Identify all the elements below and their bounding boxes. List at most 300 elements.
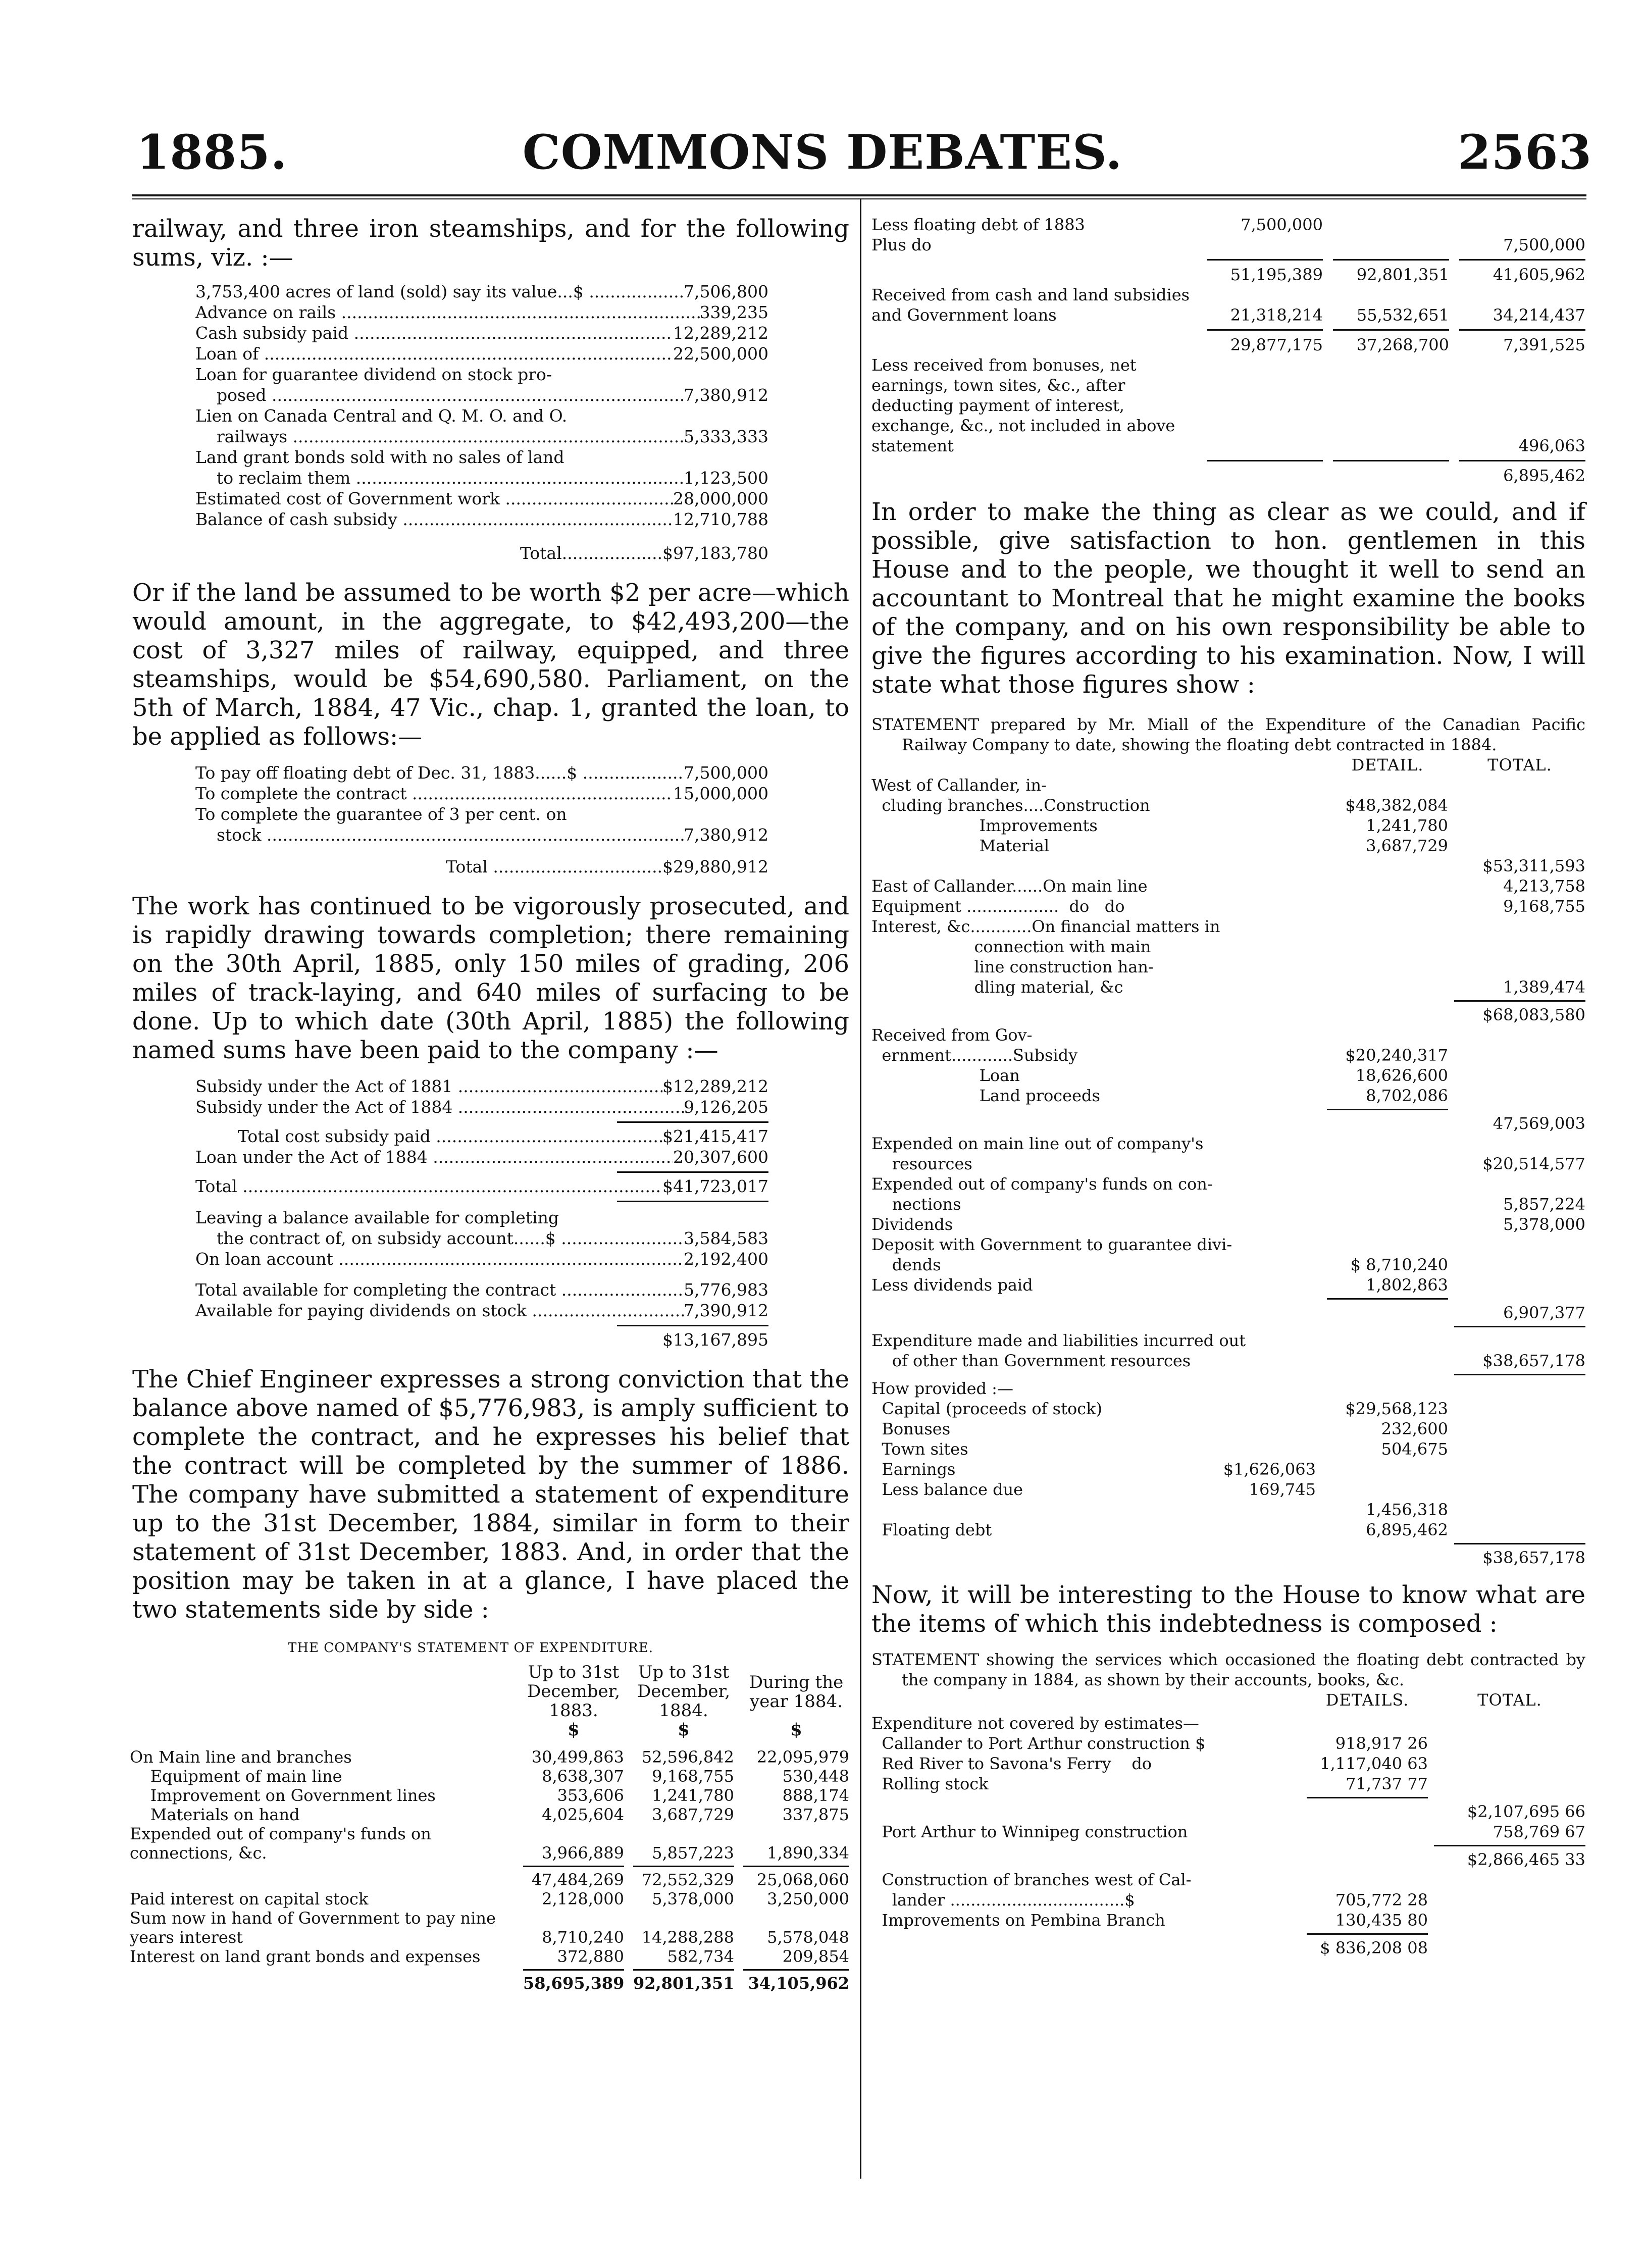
stmt-label: Material [871, 836, 1050, 855]
stmt-total: 4,213,758 [1503, 877, 1585, 896]
sum-item [195, 281, 768, 302]
stmt-total [1454, 1086, 1585, 1106]
table-cell: 47,484,269 [531, 1870, 624, 1889]
right-column [871, 215, 1585, 1958]
rt-cell: 37,268,700 [1356, 335, 1449, 354]
stmt-label: Land proceeds [871, 1086, 1100, 1105]
stmt-total [1454, 957, 1585, 977]
stmt2-label: Callander to Port Arthur construction $ [871, 1734, 1206, 1753]
stmt-total: 47,569,003 [1493, 1114, 1585, 1133]
loan-item [195, 824, 768, 845]
stmt2-label [871, 1938, 1301, 1958]
subsidy-item-amount: $12,289,212 [662, 1076, 768, 1096]
sum-item [195, 426, 768, 447]
loan-item [195, 783, 768, 804]
stmt-total [1454, 1330, 1585, 1351]
sum-item-label: Balance of cash subsidy ..... [195, 509, 673, 530]
rt-label: Less received from bonuses, net earnings, town sites, &c., after deducting payment of interest, exchange, &c., not included in above statement [871, 355, 1175, 455]
stmt-label: dling material, &c [871, 977, 1123, 997]
stmt2-detail: 130,435 80 [1335, 1911, 1428, 1930]
stmt-total: 5,857,224 [1503, 1195, 1585, 1214]
stmt-label: connection with main [871, 937, 1151, 956]
services-statement-title: STATEMENT showing the services which occasioned the floating debt contracted by the company in 1884, as shown by their accounts, books, &c. [871, 1650, 1585, 1689]
stmt2-label [871, 1849, 1301, 1870]
rt-cell: 34,214,437 [1493, 305, 1585, 325]
spacer [871, 325, 1197, 335]
sum-rule [523, 1866, 624, 1867]
stmt-label: Expended on main line out of company's [871, 1134, 1204, 1153]
loan-item-label: stock ..... [195, 824, 684, 845]
paid-total-row: Total ..... $41,723,017 [195, 1176, 768, 1197]
rt-cell: 92,801,351 [1356, 265, 1449, 284]
stmt2-detail: 1,117,040 63 [1320, 1754, 1428, 1773]
sum-item-label: 3,753,400 acres of land (sold) say its value...$ ..... [195, 281, 684, 302]
stmt-detail: $ 8,710,240 [1350, 1255, 1448, 1274]
total2-header: TOTAL. [1477, 1690, 1542, 1710]
subsidy-item [195, 1097, 768, 1117]
provided-label: Floating debt [871, 1520, 992, 1539]
stmt-detail [1327, 856, 1448, 876]
sum-rule [633, 1866, 734, 1867]
provided-label: Bonuses [871, 1419, 951, 1438]
sum-item-label: Loan of ..... [195, 343, 673, 364]
stmt2-label: Improvements on Pembina Branch [871, 1911, 1165, 1930]
subsidy-sum-item-amount: $21,415,417 [662, 1126, 768, 1146]
table-row-label [130, 1870, 514, 1889]
stmt2-label: Port Arthur to Winnipeg construction [871, 1822, 1188, 1841]
stmt-detail [1327, 775, 1448, 795]
stmt-label: Equipment .................. do do [871, 897, 1125, 916]
stmt-total [1454, 916, 1585, 937]
stmt-detail: 18,626,600 [1355, 1066, 1448, 1085]
sums-list [195, 281, 768, 563]
stmt-label [871, 1303, 1321, 1323]
stmt2-total: $2,107,695 66 [1467, 1802, 1585, 1821]
subsidy-sum-item-label: Loan under the Act of 1884 ..... [195, 1147, 673, 1167]
sum-item [195, 343, 768, 364]
table-cell: 1,890,334 [767, 1843, 849, 1863]
rt-cell: 7,391,525 [1503, 335, 1585, 354]
stmt-label: Dividends [871, 1215, 953, 1234]
rt-cell: 21,318,214 [1230, 305, 1323, 325]
stmt-total: $68,083,580 [1482, 1005, 1585, 1024]
sum-item-label: Lien on Canada Central and Q. M. O. and O. [195, 406, 568, 426]
stmt-total [1454, 1234, 1585, 1255]
stmt-label [871, 1113, 1321, 1133]
spacer [871, 1106, 1321, 1113]
table-cell: 2,128,000 [542, 1889, 624, 1909]
loan-item [195, 762, 768, 783]
stmt-total: 9,168,755 [1503, 897, 1585, 916]
paragraph-accountant: In order to make the thing as clear as we could, and if possible, give satisfaction to hon. gentlemen in this House and to the people, we thought it well to send an accountant to Montreal that he might examine the books of the company, and on his own responsibility be able to give the figures according to his examination. Now, I will state what those figures show : [871, 498, 1585, 699]
sum-rule [1333, 329, 1449, 331]
stmt-detail [1327, 957, 1448, 977]
subsidy-sum-item [195, 1126, 768, 1147]
sum-rule [1307, 1933, 1428, 1935]
subsidy-sum-item-label: Total cost subsidy paid ..... [195, 1126, 662, 1147]
rt-label [871, 335, 1197, 355]
table-row-label: Materials on hand [130, 1805, 300, 1824]
sum-rule [1434, 1845, 1585, 1846]
stmt-label: Deposit with Government to guarantee divi- [871, 1235, 1232, 1254]
sum-item [195, 323, 768, 343]
rt-label: Received from cash and land subsidies and Government loans [871, 285, 1190, 325]
stmt2-detail: 71,737 77 [1346, 1774, 1428, 1793]
spacer [130, 1966, 514, 1974]
sum-rule [1327, 1109, 1448, 1110]
spacer [1307, 1842, 1428, 1849]
table-row-label: Equipment of main line [130, 1767, 342, 1786]
subsidy-item-amount: 9,126,205 [684, 1097, 768, 1117]
spacer [871, 1323, 1321, 1330]
table-cell: 582,734 [667, 1947, 734, 1966]
sum-item [195, 468, 768, 488]
stmt-total [1454, 836, 1585, 856]
sum-item-label: railways ..... [195, 426, 684, 447]
table-cell: 22,095,979 [756, 1747, 849, 1767]
sum-item [195, 447, 768, 468]
spacer [1454, 1520, 1585, 1540]
rt-label: Plus do [871, 235, 932, 254]
available-item-label: Available for paying dividends on stock ..... [195, 1300, 684, 1321]
loan-item [195, 804, 768, 824]
detail-header: DETAIL. [1351, 755, 1424, 775]
col-header-year: During the year 1884. [749, 1672, 844, 1712]
table-row-label: Paid interest on capital stock [130, 1889, 369, 1909]
stmt-label: cluding branches....Construction [871, 796, 1150, 815]
table-cell: 372,880 [557, 1947, 624, 1966]
spacer [871, 1794, 1301, 1801]
unit-3: $ [790, 1720, 802, 1740]
stmt-total: $20,514,577 [1482, 1154, 1585, 1173]
stmt-detail [1327, 1214, 1448, 1234]
spacer [1434, 1794, 1585, 1801]
available-item-label: Total available for completing the contract ..... [195, 1279, 684, 1300]
sum-item [195, 509, 768, 530]
services-subhead: Expenditure not covered by estimates— [871, 1714, 1199, 1733]
stmt-label: line construction han- [871, 957, 1154, 976]
sums-total: Total...................$97,183,780 [520, 543, 768, 563]
stmt-detail [1327, 916, 1448, 937]
sum-rule [743, 1866, 849, 1867]
col-header-1884: Up to 31st December, 1884. [637, 1662, 730, 1721]
balance-item-label: the contract of, on subsidy account......$ ..... [195, 1228, 684, 1249]
sum-item-amount: 5,333,333 [684, 427, 768, 446]
page-title: COMMONS DEBATES. [522, 125, 1123, 180]
spacer [871, 456, 1197, 466]
paragraph-items: Now, it will be interesting to the House to know what are the items of which this indebtedness is composed : [871, 1581, 1585, 1638]
table-row-label: Interest on land grant bonds and expenses [130, 1947, 481, 1966]
sum-item-label: Land grant bonds sold with no sales of land [195, 447, 564, 467]
sum-item-amount: 12,289,212 [673, 323, 768, 343]
stmt-label: Expenditure made and liabilities incurred out [871, 1331, 1246, 1350]
stmt2-detail [1307, 1822, 1428, 1842]
spacer [871, 466, 1197, 486]
sum-item-amount: 7,380,912 [684, 385, 768, 405]
col-header-1883: Up to 31st December, 1883. [527, 1662, 620, 1721]
available-item [195, 1279, 768, 1300]
spacer [130, 1863, 514, 1870]
stmt-total [1454, 1174, 1585, 1194]
stmt2-label [871, 1801, 1301, 1822]
loan-application-list [195, 762, 768, 877]
miall-statement [871, 714, 1585, 1568]
floating-debt-table [871, 215, 1585, 486]
stmt2-detail [1307, 1801, 1428, 1822]
balance-item [195, 1249, 768, 1269]
rt-cell: 41,605,962 [1493, 265, 1585, 284]
sum-rule [1454, 1543, 1585, 1544]
spacer [871, 1371, 1321, 1378]
paragraph-chief-engineer: The Chief Engineer expresses a strong conviction that the balance above named of $5,776,983, is amply sufficient to complete the contract, and he expresses his belief that the contract will be completed by the summer of 1886. The company have submitted a statement of expenditure up to the 31st December, 1884, similar in form to their statement of 31st December, 1883. And, in order that the position may be taken in at a glance, I have placed the two statements side by side : [132, 1365, 849, 1624]
sum-rule [743, 1969, 849, 1971]
rt-final: 6,895,462 [1503, 466, 1585, 485]
sum-rule [1207, 259, 1323, 261]
spacer [871, 1540, 1321, 1548]
rt-cell: 7,500,000 [1503, 235, 1585, 254]
table-cell: 14,288,288 [641, 1928, 734, 1947]
stmt-detail [1327, 1303, 1448, 1323]
stmt2-total [1434, 1774, 1585, 1794]
provided-label: Capital (proceeds of stock) [871, 1399, 1102, 1418]
table-cell: 30,499,863 [531, 1747, 624, 1767]
stmt-detail [1327, 1133, 1448, 1154]
provided-label: Less balance due 169,745 [871, 1480, 1316, 1499]
rt-cell: 51,195,389 [1230, 265, 1323, 284]
subsidy-sum-item-amount: 20,307,600 [673, 1147, 768, 1167]
loan-item-amount: 7,380,912 [684, 825, 768, 845]
table-cell: 5,857,223 [652, 1843, 734, 1863]
balance-item-label: Leaving a balance available for completing [195, 1208, 559, 1227]
stmt-label [871, 1548, 1321, 1568]
provided-sub: 169,745 [1249, 1480, 1316, 1499]
sum-rule [1459, 329, 1585, 331]
table-cell: 92,801,351 [633, 1974, 735, 1993]
table-cell: 25,068,060 [756, 1870, 849, 1889]
services-statement [871, 1650, 1585, 1958]
sum-item [195, 364, 768, 385]
stmt-total [1454, 937, 1585, 957]
sum-rule [523, 1969, 624, 1971]
spacer [871, 1295, 1321, 1303]
stmt-detail: $20,240,317 [1345, 1046, 1448, 1065]
subsidy-sum-item [195, 1147, 768, 1167]
available-total: $13,167,895 [662, 1330, 768, 1350]
stmt2-total [1434, 1890, 1585, 1910]
sum-rule [1459, 460, 1585, 461]
stmt-label: of other than Government resources [871, 1351, 1191, 1370]
stmt2-total: 758,769 67 [1493, 1822, 1585, 1841]
sum-item-amount: 7,506,800 [684, 282, 768, 301]
stmt-detail: 1,241,780 [1366, 816, 1448, 835]
spacer [1333, 466, 1449, 486]
stmt-detail: 8,702,086 [1366, 1086, 1448, 1105]
sum-item-label: Loan for guarantee dividend on stock pro- [195, 365, 552, 384]
page-number: 2563 [1458, 125, 1592, 180]
spacer [871, 997, 1321, 1005]
sum-rule [1207, 329, 1323, 331]
sum-rule [1454, 1326, 1585, 1327]
table-cell: 58,695,389 [523, 1974, 625, 1993]
stmt-detail: 3,687,729 [1366, 836, 1448, 855]
sum-item [195, 488, 768, 509]
spacer [1327, 1378, 1448, 1399]
spacer [871, 1930, 1301, 1938]
stmt-total: 6,907,377 [1503, 1303, 1585, 1322]
header-rule-thin [132, 198, 1586, 199]
stmt2-label: Construction of branches west of Cal- [871, 1870, 1192, 1889]
stmt-label: Loan [871, 1066, 1020, 1085]
header-rule [132, 194, 1586, 196]
stmt-total: 1,389,474 [1503, 977, 1585, 997]
miall-statement-title: STATEMENT prepared by Mr. Miall of the Expenditure of the Canadian Pacific Railway Company to date, showing the floating debt contracted in 1884. [871, 715, 1585, 754]
balance-item [195, 1228, 768, 1249]
sum-rule [1207, 460, 1323, 461]
paragraph-land-value: Or if the land be assumed to be worth $2 per acre—which would amount, in the aggregate, to $42,493,200—the cost of 3,327 miles of railway, equipped, and three steamships, would be $54,690,580. Parliament, on the 5th of March, 1884, 47 Vic., chap. 1, granted the loan, to be applied as follows:— [132, 579, 849, 751]
stmt-total: $38,657,178 [1482, 1351, 1585, 1370]
stmt-label: resources [871, 1154, 972, 1173]
spacer [1454, 1439, 1585, 1459]
table-cell: 52,596,842 [641, 1747, 734, 1767]
stmt-detail [1327, 1194, 1448, 1214]
page-year: 1885. [136, 125, 288, 180]
available-item-amount: 5,776,983 [684, 1280, 768, 1300]
spacer [871, 1842, 1301, 1849]
stmt-label: Less dividends paid [871, 1275, 1033, 1295]
stmt-detail [1327, 1154, 1448, 1174]
table-cell: 209,854 [782, 1947, 849, 1966]
stmt-detail: 1,802,863 [1366, 1275, 1448, 1295]
stmt-label [871, 1005, 1321, 1025]
sum-item-label: Advance on rails ..... [195, 302, 700, 323]
table-cell: 3,250,000 [767, 1889, 849, 1909]
provided-detail: 504,675 [1381, 1439, 1448, 1459]
stmt-detail [1327, 1174, 1448, 1194]
sum-item-amount: 339,235 [699, 302, 768, 322]
sum-item [195, 405, 768, 426]
stmt-detail [1327, 1234, 1448, 1255]
balance-item-amount: 3,584,583 [684, 1228, 768, 1248]
stmt-total [1454, 1255, 1585, 1275]
stmt-detail [1327, 1330, 1448, 1351]
table-cell: 5,378,000 [652, 1889, 734, 1909]
provided-detail: 6,895,462 [1366, 1520, 1448, 1539]
provided-detail [1327, 1459, 1448, 1479]
stmt-label: Received from Gov- [871, 1025, 1033, 1045]
stmt-total [1454, 1275, 1585, 1295]
stmt-label: East of Callander......On main line [871, 877, 1148, 896]
rt-cell: 7,500,000 [1241, 215, 1323, 234]
spacer [1454, 1378, 1585, 1399]
stmt-label [871, 856, 1321, 876]
stmt-label: Improvements [871, 816, 1098, 835]
provided-sub: $1,626,063 [1223, 1460, 1316, 1479]
stmt-detail [1327, 1025, 1448, 1045]
stmt-label: Interest, &c............On financial matters in [871, 917, 1220, 936]
sum-rule [1459, 259, 1585, 261]
stmt-total: $53,311,593 [1482, 856, 1585, 875]
spacer [1327, 1323, 1448, 1330]
stmt-total: $38,657,178 [1482, 1548, 1585, 1567]
spacer [1454, 1295, 1585, 1303]
table-row-label: Sum now in hand of Government to pay nine years interest [130, 1909, 501, 1947]
stmt-total [1454, 795, 1585, 815]
table-row-label: On Main line and branches [130, 1747, 352, 1767]
stmt-detail [1327, 1113, 1448, 1133]
balance-item [195, 1207, 768, 1228]
provided-detail: $29,568,123 [1345, 1399, 1448, 1418]
stmt-total [1454, 1025, 1585, 1045]
spacer [1327, 1540, 1448, 1548]
provided-detail: 1,456,318 [1366, 1500, 1448, 1519]
sum-rule [633, 1969, 734, 1971]
sum-rule [1333, 460, 1449, 461]
left-column [132, 215, 849, 1993]
stmt-detail [1327, 876, 1448, 896]
table-cell: 72,552,329 [641, 1870, 734, 1889]
available-item [195, 1300, 768, 1321]
stmt2-total [1434, 1938, 1585, 1958]
table-cell: 9,168,755 [652, 1767, 734, 1786]
stmt2-detail: 918,917 26 [1335, 1734, 1428, 1753]
unit-1: $ [568, 1720, 580, 1740]
spacer [1454, 1419, 1585, 1439]
rt-cell: 29,877,175 [1230, 335, 1323, 354]
stmt2-total: $2,866,465 33 [1467, 1850, 1585, 1869]
sum-item [195, 302, 768, 323]
details-header: DETAILS. [1325, 1690, 1409, 1710]
stmt-total [1454, 1045, 1585, 1065]
loan-item-amount: 7,500,000 [684, 763, 768, 783]
stmt-label: dends [871, 1255, 941, 1274]
sum-item-label: Cash subsidy paid ..... [195, 323, 673, 343]
stmt2-total [1434, 1754, 1585, 1774]
stmt2-detail: $ 836,208 08 [1320, 1938, 1428, 1957]
sum-item [195, 385, 768, 405]
stmt-detail [1327, 1005, 1448, 1025]
sum-item-amount: 22,500,000 [673, 344, 768, 364]
how-provided-label: How provided :— [871, 1379, 1013, 1398]
subsidy-item [195, 1076, 768, 1097]
table-cell: 3,966,889 [542, 1843, 624, 1863]
sum-item-amount: 1,123,500 [684, 468, 768, 488]
table-cell: 8,710,240 [542, 1928, 624, 1947]
stmt2-label: Rolling stock [871, 1774, 989, 1793]
stmt-detail [1327, 937, 1448, 957]
expenditure-table-title: THE COMPANY'S STATEMENT OF EXPENDITURE. [287, 1640, 653, 1656]
spacer [1454, 1399, 1585, 1419]
table-cell: 888,174 [782, 1786, 849, 1805]
balance-item-label: On loan account ..... [195, 1249, 684, 1269]
table-cell: 34,105,962 [748, 1974, 849, 1993]
loan-total: Total ................................$29,880,912 [446, 857, 768, 877]
paid-sums-list [195, 1076, 768, 1350]
loan-item-label: To pay off floating debt of Dec. 31, 1883......$ ..... [195, 762, 684, 783]
table-cell: 3,687,729 [652, 1805, 734, 1824]
stmt-detail [1327, 896, 1448, 916]
stmt-detail: $48,382,084 [1345, 796, 1448, 815]
spacer [1454, 1106, 1585, 1113]
provided-label [871, 1500, 1321, 1520]
column-divider [860, 199, 861, 2179]
provided-detail: 232,600 [1381, 1419, 1448, 1438]
provided-label: Town sites [871, 1439, 968, 1459]
table-row-label: Improvement on Government lines [130, 1786, 436, 1805]
spacer [1327, 1371, 1448, 1378]
total-header: TOTAL. [1487, 755, 1552, 775]
loan-item-label: To complete the guarantee of 3 per cent. on [195, 804, 567, 824]
rt-label [871, 265, 1197, 285]
